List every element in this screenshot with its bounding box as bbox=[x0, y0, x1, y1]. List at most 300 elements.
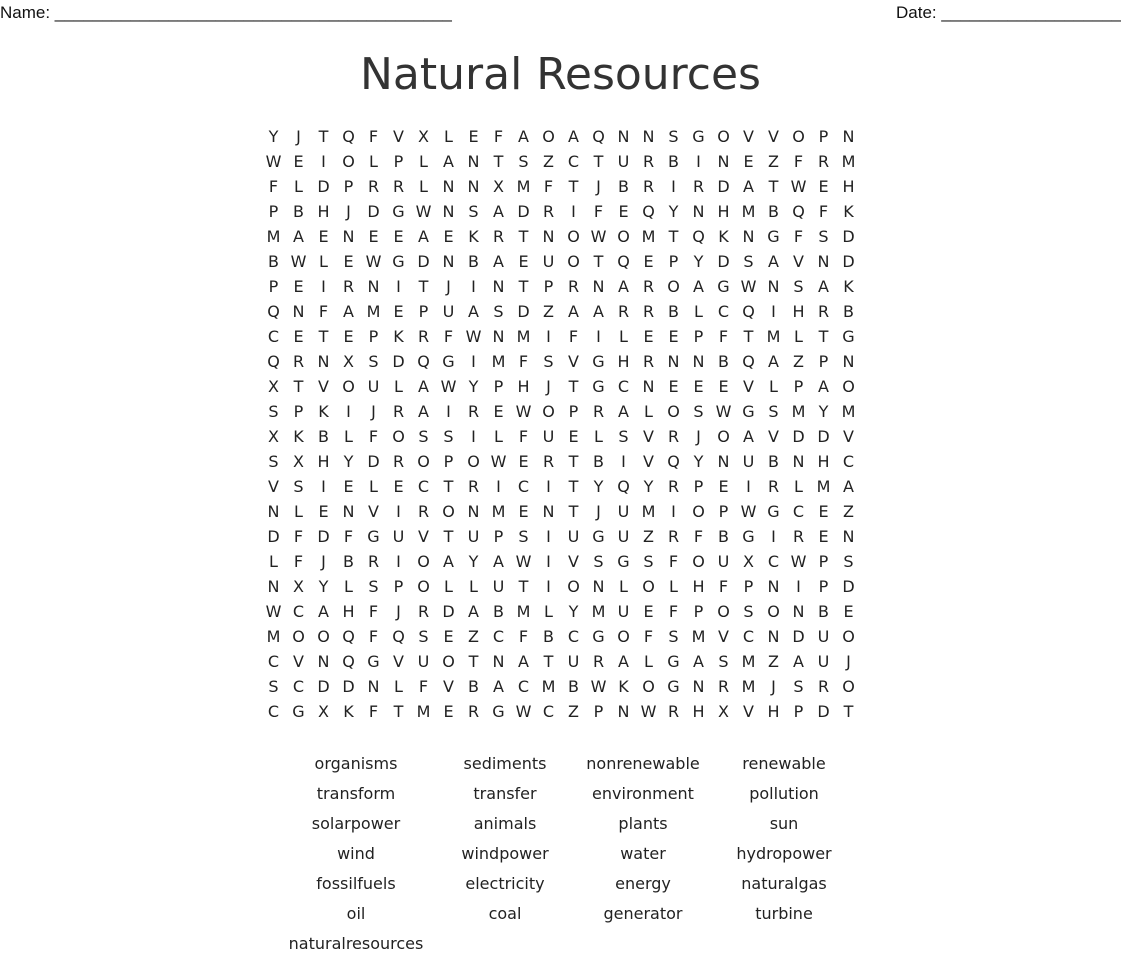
grid-letter: U bbox=[492, 577, 505, 596]
word-bank-item: coal bbox=[488, 904, 522, 923]
grid-row bbox=[261, 699, 861, 724]
grid-letter: S bbox=[268, 452, 279, 471]
grid-letter: S bbox=[818, 227, 829, 246]
grid-letter: L bbox=[794, 327, 803, 346]
grid-letter: L bbox=[369, 152, 378, 171]
word-bank-item: transfer bbox=[473, 784, 537, 803]
grid-letter: D bbox=[517, 302, 530, 321]
grid-letter: A bbox=[418, 227, 429, 246]
grid-letter: U bbox=[367, 377, 380, 396]
grid-letter: U bbox=[542, 252, 555, 271]
grid-row bbox=[261, 449, 861, 474]
grid-letter: N bbox=[467, 152, 480, 171]
grid-letter: O bbox=[692, 552, 705, 571]
grid-letter: M bbox=[641, 227, 656, 246]
grid-letter: T bbox=[518, 577, 529, 596]
grid-letter: N bbox=[842, 352, 855, 371]
grid-letter: C bbox=[842, 452, 855, 471]
grid-letter: B bbox=[618, 177, 629, 196]
grid-letter: K bbox=[718, 227, 729, 246]
grid-letter: W bbox=[640, 702, 657, 721]
word-bank-item: environment bbox=[592, 784, 694, 803]
grid-letter: R bbox=[817, 302, 830, 321]
grid-letter: S bbox=[743, 252, 754, 271]
grid-letter: J bbox=[396, 602, 401, 621]
grid-letter: T bbox=[543, 652, 554, 671]
grid-letter: Q bbox=[617, 252, 630, 271]
grid-letter: I bbox=[546, 527, 551, 546]
grid-letter: X bbox=[268, 427, 279, 446]
grid-letter: D bbox=[317, 177, 330, 196]
grid-letter: L bbox=[394, 677, 403, 696]
grid-letter: C bbox=[567, 627, 580, 646]
grid-letter: J bbox=[771, 677, 776, 696]
grid-letter: V bbox=[793, 252, 804, 271]
grid-letter: L bbox=[444, 577, 453, 596]
grid-letter: I bbox=[396, 552, 401, 571]
grid-letter: G bbox=[592, 627, 605, 646]
grid-letter: X bbox=[343, 352, 354, 371]
grid-letter: R bbox=[542, 452, 555, 471]
grid-letter: H bbox=[317, 452, 330, 471]
grid-letter: N bbox=[492, 327, 505, 346]
grid-letter: E bbox=[293, 277, 304, 296]
grid-letter: D bbox=[817, 702, 830, 721]
grid-letter: T bbox=[293, 377, 304, 396]
grid-letter: A bbox=[593, 302, 604, 321]
grid-letter: Z bbox=[768, 152, 779, 171]
grid-letter: F bbox=[368, 127, 379, 146]
word-bank-item: windpower bbox=[461, 844, 549, 863]
grid-letter: H bbox=[517, 377, 530, 396]
grid-letter: E bbox=[643, 252, 654, 271]
word-bank-item: water bbox=[620, 844, 666, 863]
grid-letter: P bbox=[668, 252, 679, 271]
grid-letter: F bbox=[368, 702, 379, 721]
grid-letter: P bbox=[693, 327, 704, 346]
grid-letter: F bbox=[518, 627, 529, 646]
grid-letter: F bbox=[668, 602, 679, 621]
word-bank-item: animals bbox=[473, 814, 537, 833]
grid-letter: Q bbox=[342, 127, 355, 146]
grid-letter: R bbox=[642, 302, 655, 321]
grid-letter: F bbox=[518, 427, 529, 446]
grid-letter: Q bbox=[642, 202, 655, 221]
grid-letter: T bbox=[443, 477, 454, 496]
grid-letter: B bbox=[568, 677, 579, 696]
grid-letter: V bbox=[743, 127, 754, 146]
grid-letter: E bbox=[368, 227, 379, 246]
grid-letter: C bbox=[517, 477, 530, 496]
grid-letter: N bbox=[767, 277, 780, 296]
grid-letter: I bbox=[596, 327, 601, 346]
grid-letter: N bbox=[467, 177, 480, 196]
word-bank-item: sediments bbox=[463, 754, 547, 773]
grid-letter: I bbox=[471, 277, 476, 296]
grid-letter: H bbox=[317, 202, 330, 221]
grid-letter: E bbox=[818, 527, 829, 546]
grid-row bbox=[261, 474, 861, 499]
grid-letter: Y bbox=[568, 602, 579, 621]
grid-letter: R bbox=[342, 277, 355, 296]
grid-letter: B bbox=[343, 552, 354, 571]
grid-letter: X bbox=[718, 702, 729, 721]
grid-letter: P bbox=[343, 177, 354, 196]
grid-row bbox=[261, 174, 861, 199]
grid-letter: U bbox=[617, 602, 630, 621]
grid-letter: C bbox=[292, 602, 305, 621]
grid-letter: S bbox=[418, 627, 429, 646]
grid-letter: G bbox=[742, 527, 755, 546]
grid-letter: N bbox=[842, 127, 855, 146]
grid-letter: F bbox=[443, 327, 454, 346]
grid-letter: E bbox=[643, 327, 654, 346]
grid-letter: D bbox=[342, 677, 355, 696]
grid-letter: M bbox=[491, 352, 506, 371]
grid-letter: O bbox=[717, 427, 730, 446]
grid-letter: X bbox=[293, 452, 304, 471]
grid-letter: M bbox=[691, 627, 706, 646]
grid-letter: X bbox=[493, 177, 504, 196]
grid-letter: S bbox=[793, 677, 804, 696]
grid-letter: O bbox=[567, 227, 580, 246]
grid-letter: O bbox=[417, 577, 430, 596]
grid-letter: Y bbox=[643, 477, 654, 496]
grid-letter: P bbox=[418, 302, 429, 321]
grid-letter: I bbox=[671, 177, 676, 196]
grid-letter: M bbox=[741, 652, 756, 671]
grid-letter: O bbox=[842, 677, 855, 696]
grid-letter: H bbox=[617, 352, 630, 371]
grid-letter: T bbox=[468, 652, 479, 671]
grid-letter: R bbox=[542, 202, 555, 221]
grid-letter: F bbox=[718, 327, 729, 346]
grid-letter: T bbox=[318, 127, 329, 146]
word-bank-item: renewable bbox=[742, 754, 826, 773]
grid-letter: O bbox=[442, 652, 455, 671]
grid-letter: N bbox=[717, 152, 730, 171]
word-bank-item: plants bbox=[618, 814, 668, 833]
grid-letter: V bbox=[418, 527, 429, 546]
grid-letter: A bbox=[518, 652, 529, 671]
grid-letter: H bbox=[717, 202, 730, 221]
word-bank-item: solarpower bbox=[311, 814, 401, 833]
grid-letter: D bbox=[817, 427, 830, 446]
grid-letter: E bbox=[643, 602, 654, 621]
grid-letter: N bbox=[317, 352, 330, 371]
grid-letter: L bbox=[319, 252, 328, 271]
grid-letter: O bbox=[692, 502, 705, 521]
grid-row bbox=[261, 374, 861, 399]
grid-letter: N bbox=[842, 527, 855, 546]
grid-letter: I bbox=[696, 152, 701, 171]
grid-row bbox=[261, 349, 861, 374]
grid-letter: U bbox=[442, 302, 455, 321]
grid-letter: F bbox=[593, 202, 604, 221]
grid-letter: D bbox=[392, 352, 405, 371]
grid-letter: E bbox=[393, 302, 404, 321]
grid-letter: G bbox=[367, 652, 380, 671]
grid-letter: V bbox=[268, 477, 279, 496]
grid-letter: R bbox=[417, 502, 430, 521]
grid-letter: N bbox=[642, 127, 655, 146]
grid-row bbox=[261, 224, 861, 249]
grid-letter: X bbox=[318, 702, 329, 721]
grid-letter: N bbox=[342, 502, 355, 521]
grid-letter: R bbox=[642, 352, 655, 371]
grid-letter: W bbox=[515, 552, 532, 571]
grid-letter: G bbox=[292, 702, 305, 721]
grid-letter: R bbox=[567, 277, 580, 296]
grid-letter: S bbox=[668, 127, 679, 146]
grid-letter: J bbox=[596, 177, 601, 196]
grid-letter: C bbox=[517, 677, 530, 696]
grid-letter: D bbox=[842, 577, 855, 596]
grid-letter: O bbox=[567, 252, 580, 271]
grid-letter: P bbox=[693, 477, 704, 496]
grid-letter: F bbox=[518, 352, 529, 371]
grid-letter: E bbox=[343, 252, 354, 271]
grid-letter: E bbox=[568, 427, 579, 446]
grid-letter: M bbox=[491, 502, 506, 521]
grid-letter: Q bbox=[792, 202, 805, 221]
grid-letter: O bbox=[417, 552, 430, 571]
grid-row bbox=[261, 274, 861, 299]
grid-letter: R bbox=[592, 652, 605, 671]
grid-letter: V bbox=[768, 127, 779, 146]
grid-letter: E bbox=[293, 327, 304, 346]
grid-letter: T bbox=[768, 177, 779, 196]
grid-letter: I bbox=[746, 477, 751, 496]
word-bank-item: energy bbox=[615, 874, 671, 893]
grid-letter: F bbox=[343, 527, 354, 546]
grid-letter: R bbox=[767, 477, 780, 496]
grid-letter: A bbox=[493, 252, 504, 271]
grid-letter: E bbox=[318, 502, 329, 521]
grid-letter: Q bbox=[742, 352, 755, 371]
grid-letter: R bbox=[292, 352, 305, 371]
grid-letter: N bbox=[692, 352, 705, 371]
grid-letter: R bbox=[392, 452, 405, 471]
grid-letter: Z bbox=[543, 302, 554, 321]
grid-letter: R bbox=[417, 327, 430, 346]
grid-letter: B bbox=[593, 452, 604, 471]
grid-letter: L bbox=[294, 177, 303, 196]
grid-letter: S bbox=[843, 552, 854, 571]
grid-letter: H bbox=[767, 702, 780, 721]
grid-letter: E bbox=[668, 377, 679, 396]
grid-letter: I bbox=[796, 577, 801, 596]
grid-letter: N bbox=[692, 202, 705, 221]
grid-letter: M bbox=[266, 227, 281, 246]
word-bank-item: generator bbox=[603, 904, 683, 923]
grid-letter: Y bbox=[468, 377, 479, 396]
grid-letter: I bbox=[546, 552, 551, 571]
grid-row bbox=[261, 574, 861, 599]
grid-letter: A bbox=[418, 402, 429, 421]
grid-letter: I bbox=[346, 402, 351, 421]
grid-letter: Z bbox=[543, 152, 554, 171]
grid-letter: K bbox=[468, 227, 479, 246]
grid-letter: O bbox=[617, 627, 630, 646]
grid-letter: W bbox=[290, 252, 307, 271]
grid-letter: S bbox=[718, 652, 729, 671]
grid-letter: K bbox=[293, 427, 304, 446]
grid-letter: S bbox=[793, 277, 804, 296]
grid-letter: L bbox=[369, 477, 378, 496]
grid-letter: D bbox=[367, 452, 380, 471]
grid-letter: T bbox=[593, 152, 604, 171]
grid-letter: A bbox=[343, 302, 354, 321]
grid-row bbox=[261, 324, 861, 349]
grid-letter: F bbox=[368, 627, 379, 646]
grid-letter: Q bbox=[692, 227, 705, 246]
grid-letter: F bbox=[668, 552, 679, 571]
grid-letter: A bbox=[843, 477, 854, 496]
grid-letter: K bbox=[843, 277, 854, 296]
grid-letter: A bbox=[468, 302, 479, 321]
grid-letter: N bbox=[542, 502, 555, 521]
grid-letter: L bbox=[469, 577, 478, 596]
grid-letter: N bbox=[767, 577, 780, 596]
grid-letter: F bbox=[293, 552, 304, 571]
grid-letter: R bbox=[367, 552, 380, 571]
grid-letter: S bbox=[593, 552, 604, 571]
grid-letter: Z bbox=[768, 652, 779, 671]
grid-letter: E bbox=[443, 627, 454, 646]
grid-letter: I bbox=[546, 327, 551, 346]
grid-letter: L bbox=[794, 477, 803, 496]
grid-letter: W bbox=[490, 452, 507, 471]
grid-letter: N bbox=[617, 127, 630, 146]
grid-letter: G bbox=[667, 652, 680, 671]
grid-letter: N bbox=[642, 377, 655, 396]
grid-letter: K bbox=[343, 702, 354, 721]
grid-letter: M bbox=[516, 602, 531, 621]
grid-letter: T bbox=[393, 702, 404, 721]
grid-letter: O bbox=[617, 227, 630, 246]
grid-letter: A bbox=[768, 352, 779, 371]
grid-letter: W bbox=[465, 327, 482, 346]
grid-row bbox=[261, 424, 861, 449]
word-bank-item: hydropower bbox=[736, 844, 832, 863]
grid-letter: O bbox=[342, 377, 355, 396]
grid-letter: H bbox=[342, 602, 355, 621]
grid-letter: L bbox=[544, 602, 553, 621]
grid-letter: J bbox=[296, 127, 301, 146]
grid-letter: R bbox=[392, 402, 405, 421]
grid-letter: P bbox=[293, 402, 304, 421]
grid-letter: F bbox=[268, 177, 279, 196]
grid-letter: N bbox=[717, 452, 730, 471]
grid-letter: J bbox=[371, 402, 376, 421]
grid-letter: N bbox=[442, 177, 455, 196]
grid-letter: W bbox=[440, 377, 457, 396]
grid-letter: F bbox=[493, 127, 504, 146]
grid-letter: E bbox=[518, 252, 529, 271]
grid-letter: P bbox=[493, 527, 504, 546]
date-field-line: Date: ___________________ bbox=[896, 3, 1121, 22]
grid-letter: I bbox=[396, 502, 401, 521]
grid-letter: S bbox=[693, 402, 704, 421]
grid-letter: I bbox=[771, 527, 776, 546]
grid-letter: A bbox=[443, 552, 454, 571]
grid-letter: Y bbox=[343, 452, 354, 471]
grid-letter: M bbox=[591, 602, 606, 621]
grid-letter: L bbox=[644, 652, 653, 671]
grid-letter: L bbox=[769, 377, 778, 396]
grid-letter: R bbox=[617, 302, 630, 321]
grid-letter: P bbox=[393, 152, 404, 171]
grid-letter: O bbox=[667, 277, 680, 296]
grid-letter: N bbox=[342, 227, 355, 246]
grid-letter: T bbox=[843, 702, 854, 721]
grid-letter: U bbox=[617, 527, 630, 546]
grid-letter: P bbox=[268, 277, 279, 296]
grid-letter: M bbox=[516, 177, 531, 196]
grid-letter: F bbox=[568, 327, 579, 346]
grid-letter: R bbox=[642, 177, 655, 196]
grid-letter: R bbox=[642, 277, 655, 296]
grid-letter: B bbox=[768, 452, 779, 471]
grid-letter: T bbox=[518, 277, 529, 296]
grid-letter: I bbox=[621, 452, 626, 471]
grid-letter: O bbox=[767, 602, 780, 621]
grid-letter: A bbox=[743, 177, 754, 196]
grid-letter: Q bbox=[667, 452, 680, 471]
grid-letter: U bbox=[617, 152, 630, 171]
grid-letter: P bbox=[818, 352, 829, 371]
grid-letter: C bbox=[617, 377, 630, 396]
grid-letter: G bbox=[492, 702, 505, 721]
grid-letter: W bbox=[740, 502, 757, 521]
grid-letter: N bbox=[367, 277, 380, 296]
grid-letter: O bbox=[392, 427, 405, 446]
grid-letter: V bbox=[768, 427, 779, 446]
grid-letter: C bbox=[567, 152, 580, 171]
grid-letter: V bbox=[743, 377, 754, 396]
grid-letter: S bbox=[543, 352, 554, 371]
grid-letter: U bbox=[817, 627, 830, 646]
grid-letter: T bbox=[568, 452, 579, 471]
grid-letter: I bbox=[321, 277, 326, 296]
grid-letter: S bbox=[618, 427, 629, 446]
grid-letter: G bbox=[742, 402, 755, 421]
grid-letter: M bbox=[416, 702, 431, 721]
grid-letter: N bbox=[267, 577, 280, 596]
word-bank-item: sun bbox=[769, 814, 799, 833]
grid-letter: D bbox=[717, 177, 730, 196]
grid-letter: P bbox=[368, 327, 379, 346]
grid-letter: L bbox=[619, 577, 628, 596]
grid-letter: O bbox=[317, 627, 330, 646]
grid-letter: R bbox=[367, 177, 380, 196]
grid-letter: Y bbox=[693, 252, 704, 271]
grid-letter: S bbox=[518, 527, 529, 546]
grid-letter: Q bbox=[417, 352, 430, 371]
grid-letter: S bbox=[418, 427, 429, 446]
grid-letter: F bbox=[543, 177, 554, 196]
grid-letter: J bbox=[596, 502, 601, 521]
grid-letter: M bbox=[266, 627, 281, 646]
grid-letter: S bbox=[443, 427, 454, 446]
grid-letter: P bbox=[818, 577, 829, 596]
grid-letter: Y bbox=[818, 402, 829, 421]
grid-letter: S bbox=[768, 402, 779, 421]
grid-letter: U bbox=[617, 502, 630, 521]
grid-letter: Y bbox=[318, 577, 329, 596]
grid-letter: J bbox=[446, 277, 451, 296]
